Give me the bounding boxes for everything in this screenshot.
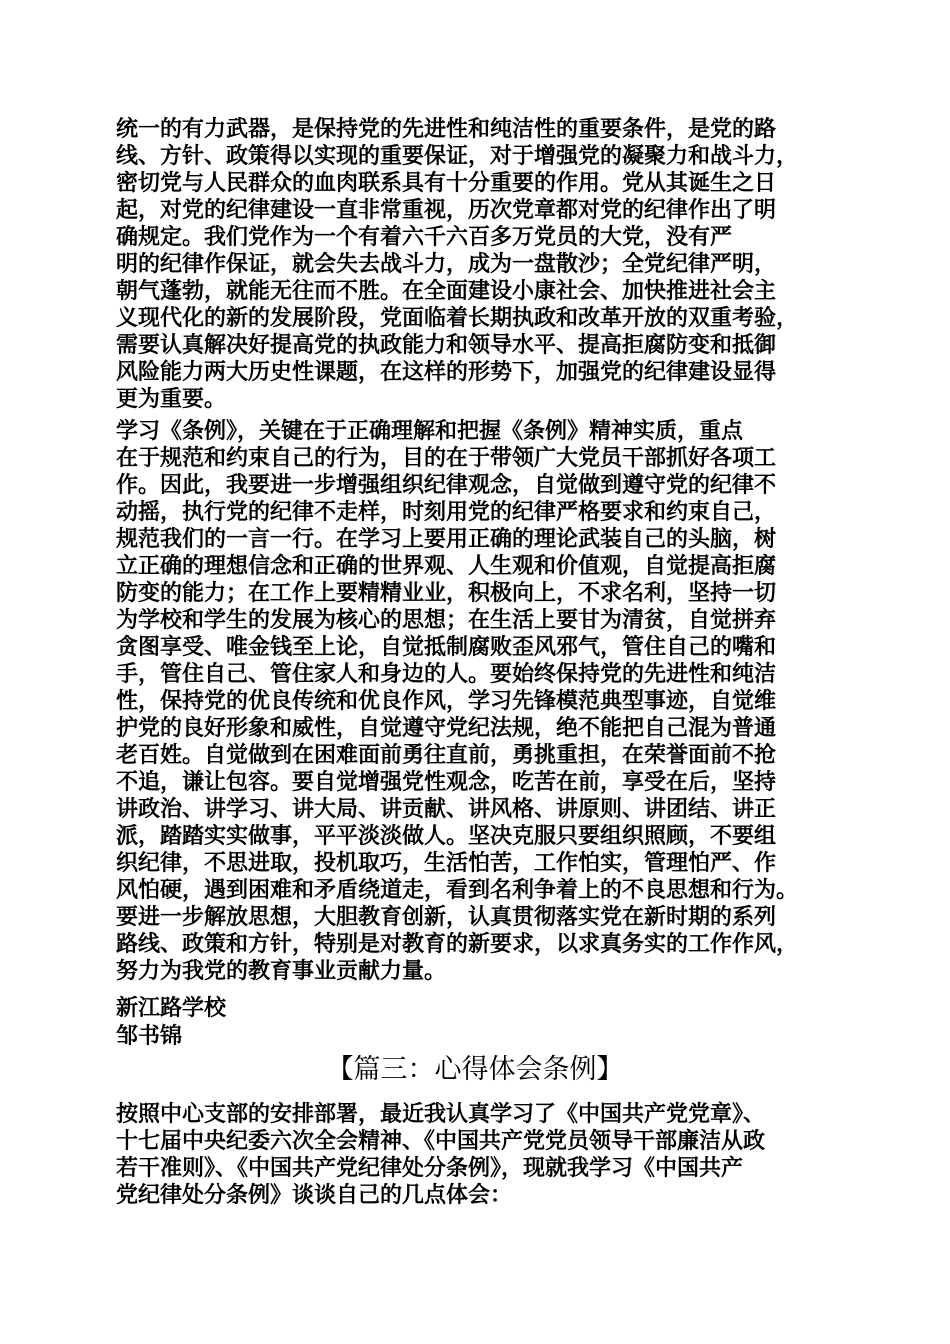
text-line: 党纪律处分条例》谈谈自己的几点体会： — [116, 1183, 513, 1208]
text-line: 明的纪律作保证，就会失去战斗力，成为一盘散沙；全党纪律严明， — [116, 252, 777, 277]
text-line: 护党的良好形象和威性，自觉遵守党纪法规，绝不能把自己混为普通 — [116, 716, 777, 741]
text-line: 在于规范和约束自己的行为，目的在于带领广大党员干部抓好各项工 — [116, 446, 777, 471]
text-line: 规范我们的一言一行。在学习上要用正确的理论武装自己的头脑，树 — [116, 527, 777, 552]
text-line: 要进一步解放思想，大胆教育创新，认真贯彻落实党在新时期的系列 — [116, 905, 777, 930]
text-line: 统一的有力武器，是保持党的先进性和纯洁性的重要条件，是党的路 — [116, 117, 777, 142]
text-line: 作。因此，我要进一步增强组织纪律观念，自觉做到遵守党的纪律不 — [116, 473, 777, 498]
text-line: 为学校和学生的发展为核心的思想；在生活上要甘为清贫，自觉拼弃 — [116, 608, 777, 633]
text-line: 若干准则》、《中国共产党纪律处分条例》，现就我学习《中国共产 — [116, 1156, 744, 1181]
text-line: 按照中心支部的安排部署，最近我认真学习了《中国共产党党章》、 — [116, 1102, 766, 1127]
school-name: 新江路学校 — [116, 996, 227, 1021]
text-line: 动摇，执行党的纪律不走样，时刻用党的纪律严格要求和约束自己， — [116, 500, 777, 525]
text-line: 派，踏踏实实做事，平平淡淡做人。坚决克服只要组织照顾，不要组 — [116, 824, 777, 849]
text-line: 防变的能力；在工作上要精精业业，积极向上，不求名利，坚持一切 — [116, 581, 777, 606]
text-line: 密切党与人民群众的血肉联系具有十分重要的作用。党从其诞生之日 — [116, 171, 777, 196]
text-line: 确规定。我们党作为一个有着六千六百多万党员的大党，没有严 — [116, 225, 733, 250]
text-line: 风险能力两大历史性课题，在这样的形势下，加强党的纪律建设显得 — [116, 360, 777, 385]
author-name: 邹书锦 — [116, 1024, 183, 1049]
text-line: 朝气蓬勃，就能无往而不胜。在全面建设小康社会、加快推进社会主 — [116, 279, 777, 304]
text-line: 贪图享受、唯金钱至上论，自觉抵制腐败歪风邪气，管住自己的嘴和 — [116, 635, 777, 660]
text-line: 不追，谦让包容。要自觉增强党性观念，吃苦在前，享受在后，坚持 — [116, 770, 777, 795]
text-line: 努力为我党的教育事业贡献力量。 — [116, 959, 447, 984]
text-line: 织纪律，不思进取，投机取巧，生活怕苦，工作怕实，管理怕严、作 — [116, 851, 777, 876]
text-line: 性，保持党的优良传统和优良作风，学习先锋模范典型事迹，自觉维 — [116, 689, 777, 714]
text-line: 老百姓。自觉做到在困难面前勇往直前，勇挑重担，在荣誉面前不抢 — [116, 743, 777, 768]
text-line: 手，管住自己、管住家人和身边的人。要始终保持党的先进性和纯洁 — [116, 662, 777, 687]
text-line: 义现代化的新的发展阶段，党面临着长期执政和改革开放的双重考验， — [116, 306, 799, 331]
text-line: 风怕硬，遇到困难和矛盾绕道走，看到名利争着上的不良思想和行为。 — [116, 878, 799, 903]
text-line: 十七届中央纪委六次全会精神、《中国共产党党员领导干部廉洁从政 — [116, 1129, 766, 1154]
text-line: 起，对党的纪律建设一直非常重视，历次党章都对党的纪律作出了明 — [116, 198, 777, 223]
text-line: 立正确的理想信念和正确的世界观、人生观和价值观，自觉提高拒腐 — [116, 554, 777, 579]
text-line: 需要认真解决好提高党的执政能力和领导水平、提高拒腐防变和抵御 — [116, 333, 777, 358]
section-heading: 【篇三：心得体会条例】 — [326, 1054, 624, 1085]
text-line: 路线、政策和方针，特别是对教育的新要求，以求真务实的工作作风， — [116, 932, 799, 957]
text-line: 更为重要。 — [116, 387, 227, 412]
text-line: 线、方针、政策得以实现的重要保证，对于增强党的凝聚力和战斗力， — [116, 144, 799, 169]
text-line: 学习《条例》，关键在于正确理解和把握《条例》精神实质，重点 — [116, 419, 744, 444]
text-line: 讲政治、讲学习、讲大局、讲贡献、讲风格、讲原则、讲团结、讲正 — [116, 797, 777, 822]
